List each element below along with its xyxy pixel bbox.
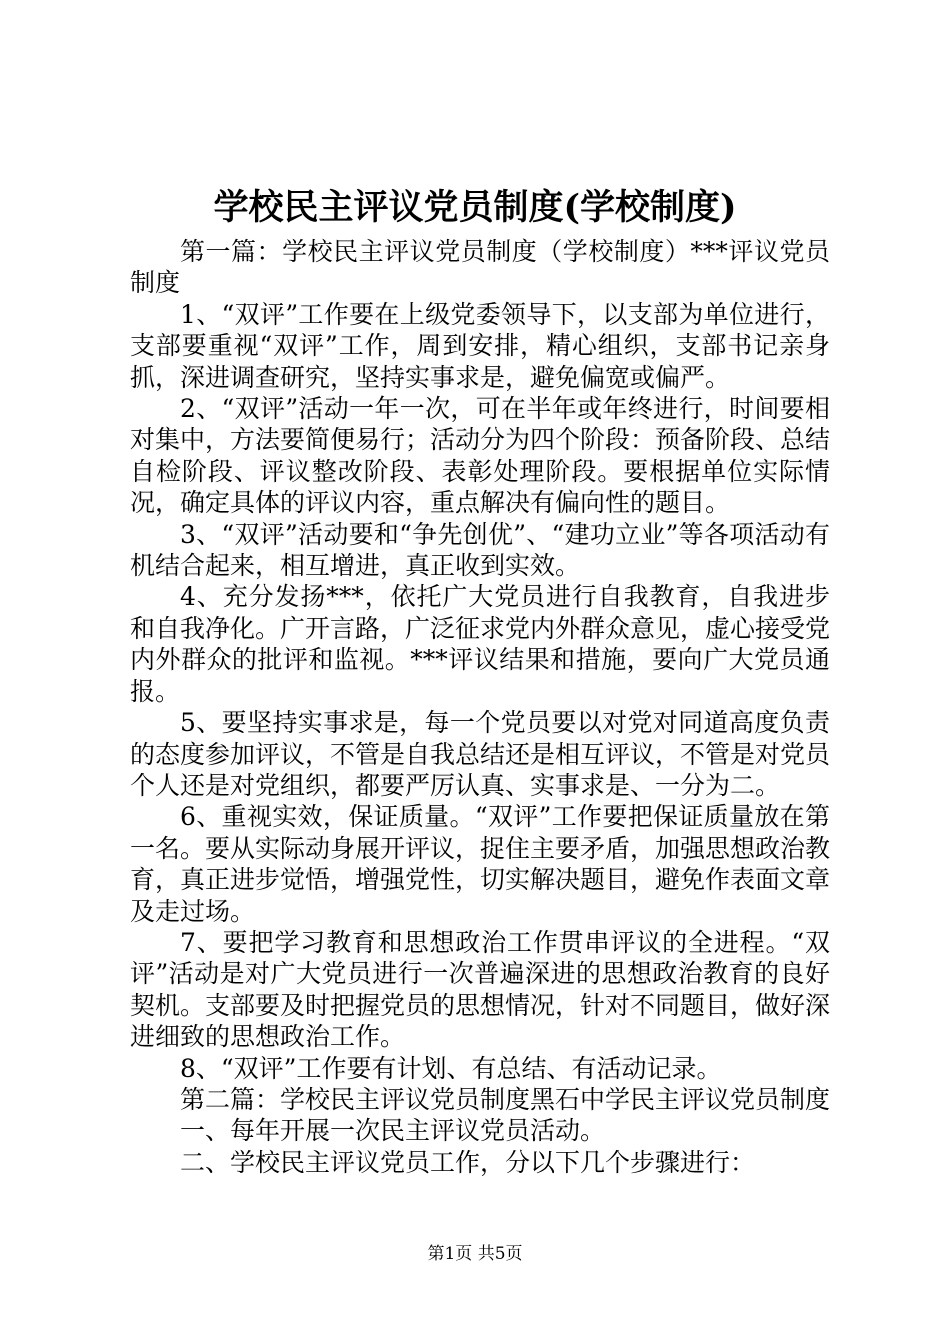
paragraph-item-7: 7、要把学习教育和思想政治工作贯串评议的全进程。“双评”活动是对广大党员进行一次普遍深进的思想政治教育的良好契机。支部要及时把握党员的思想情况，针对不同题目，做好深进细致的思想政治工作。 [130,927,831,1052]
document-title: 学校民主评议党员制度(学校制度) [213,187,737,228]
paragraph-item-5: 5、要坚持实事求是，每一个党员要以对党对同道高度负责的态度参加评议，不管是自我总结还是相互评议，不管是对党员个人还是对党组织，都要严厉认真、实事求是、一分为二。 [130,708,831,800]
paragraph-item-1: 1、“双评”工作要在上级党委领导下，以支部为单位进行，支部要重视“双评”工作，周到安排，精心组织，支部书记亲身抓，深进调查研究，坚持实事求是，避免偏宽或偏严。 [130,299,830,392]
document-body [130,236,830,1178]
paragraph-item-4: 4、充分发扬***，依托广大党员进行自我教育，自我进步和自我净化。广开言路，广泛征求党内外群众意见，虚心接受党内外群众的批评和监视。***评议结果和措施，要向广大党员通报。 [130,582,831,706]
page-number-footer: 第1页 共5页 [427,1244,523,1264]
paragraph-item-6: 6、重视实效，保证质量。“双评”工作要把保证质量放在第一名。要从实际动身展开评议，捉住主要矛盾，加强思想政治教育，真正进步觉悟，增强党性，切实解决题目，避免作表面文章及走过场。 [130,802,831,926]
paragraph-item-8: 8、“双评”工作要有计划、有总结、有活动记录。 [180,1053,722,1083]
paragraph-part2-heading: 第二篇：学校民主评议党员制度黑石中学民主评议党员制度 [180,1084,831,1114]
paragraph-item-3: 3、“双评”活动要和“争先创优”、“建功立业”等各项活动有机结合起来，相互增进，真正收到实效。 [130,519,830,581]
paragraph-item-2: 2、“双评”活动一年一次，可在半年或年终进行，时间要相对集中，方法要简便易行；活动分为四个阶段：预备阶段、总结自检阶段、评议整改阶段、表彰处理阶段。要根据单位实际情况，确定具体的评议内容，重点解决有偏向性的题目。 [130,394,831,518]
paragraph-part2-item-2: 二、学校民主评议党员工作，分以下几个步骤进行： [180,1147,756,1177]
paragraph-part2-item-1: 一、每年开展一次民主评议党员活动。 [180,1116,606,1146]
paragraph-part1-heading: 第一篇：学校民主评议党员制度（学校制度）***评议党员制度 [130,237,830,298]
